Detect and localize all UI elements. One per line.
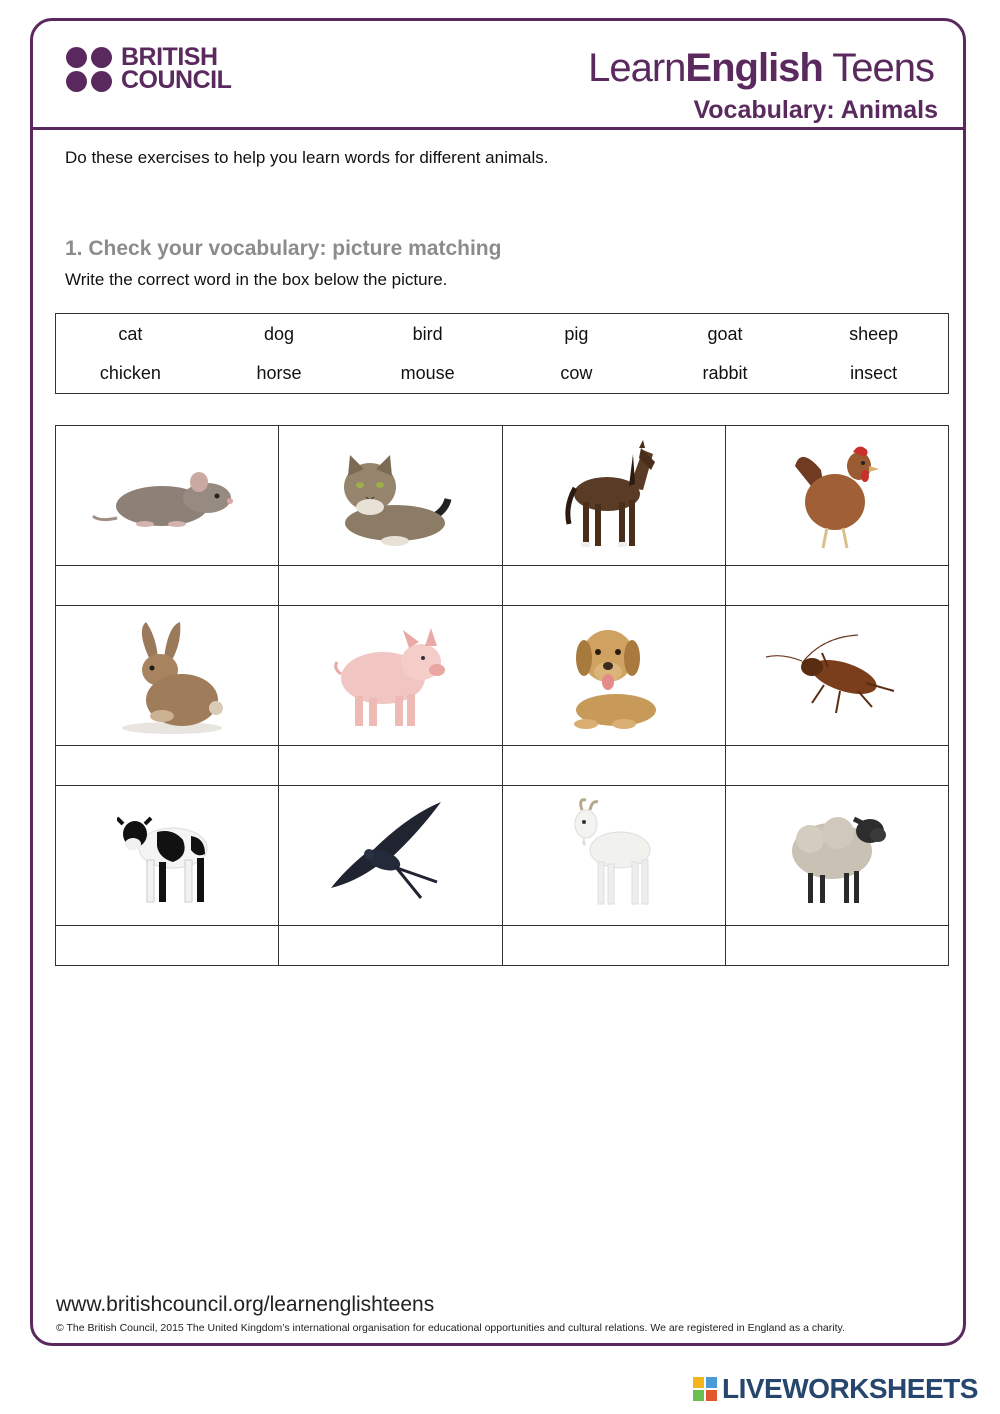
logo-line-1: BRITISH [121, 43, 218, 71]
watermark-text: LIVEWORKSHEETS [722, 1373, 978, 1404]
answer-box-insect[interactable] [725, 746, 948, 786]
answer-box-pig[interactable] [279, 746, 502, 786]
rabbit-picture [56, 606, 279, 746]
british-council-dots-icon [66, 47, 113, 92]
horse-picture [502, 426, 725, 566]
logo-line-2: COUNCIL [121, 66, 232, 94]
answer-box-sheep[interactable] [725, 926, 948, 966]
answer-box-chicken[interactable] [725, 566, 948, 606]
liveworksheets-logo-icon [693, 1377, 717, 1401]
word-bank-item: horse [256, 363, 302, 383]
footer-copyright: © The British Council, 2015 The United Kingdom’s international organisation for educational opportunities and cultural relations. We are registered in England as a charity. [56, 1322, 845, 1334]
answer-box-goat[interactable] [502, 926, 725, 966]
word-bank-item: rabbit [702, 363, 748, 383]
liveworksheets-watermark [693, 1373, 978, 1405]
word-bank-item: cat [118, 323, 143, 344]
word-bank [55, 313, 949, 394]
insect-picture [725, 606, 948, 746]
footer-url: www.britishcouncil.org/learnenglishteens [56, 1293, 435, 1316]
answer-box-cow[interactable] [56, 926, 279, 966]
section-title: 1. Check your vocabulary: picture matching [65, 237, 502, 260]
dog-picture [502, 606, 725, 746]
answer-box-horse[interactable] [502, 566, 725, 606]
answer-box-dog[interactable] [502, 746, 725, 786]
cat-picture [279, 426, 502, 566]
pig-picture [279, 606, 502, 746]
answer-box-rabbit[interactable] [56, 746, 279, 786]
british-council-logo [66, 43, 232, 94]
answer-box-bird[interactable] [279, 926, 502, 966]
goat-picture [502, 786, 725, 926]
worksheet-subject: Vocabulary: Animals [693, 96, 938, 124]
word-bank-item: dog [263, 323, 295, 344]
word-bank-item: bird [412, 323, 443, 344]
bird-picture [279, 786, 502, 926]
header-divider [30, 127, 966, 130]
word-bank-item: mouse [400, 363, 455, 383]
mouse-picture [56, 426, 279, 566]
word-bank-item: sheep [849, 323, 899, 344]
word-bank-item: cow [560, 363, 593, 383]
section-instruction: Write the correct word in the box below the picture. [65, 270, 448, 289]
chicken-picture [725, 426, 948, 566]
picture-matching-table [55, 425, 949, 966]
word-bank-item: chicken [99, 363, 161, 383]
answer-box-mouse[interactable] [56, 566, 279, 606]
intro-text: Do these exercises to help you learn words for different animals. [65, 148, 549, 167]
word-bank-item: pig [564, 323, 589, 344]
learnenglish-teens-logo: LearnEnglish Teens [588, 46, 934, 90]
word-bank-item: insect [850, 363, 898, 383]
cow-picture [56, 786, 279, 926]
sheep-picture [725, 786, 948, 926]
word-bank-item: goat [707, 323, 743, 344]
answer-box-cat[interactable] [279, 566, 502, 606]
